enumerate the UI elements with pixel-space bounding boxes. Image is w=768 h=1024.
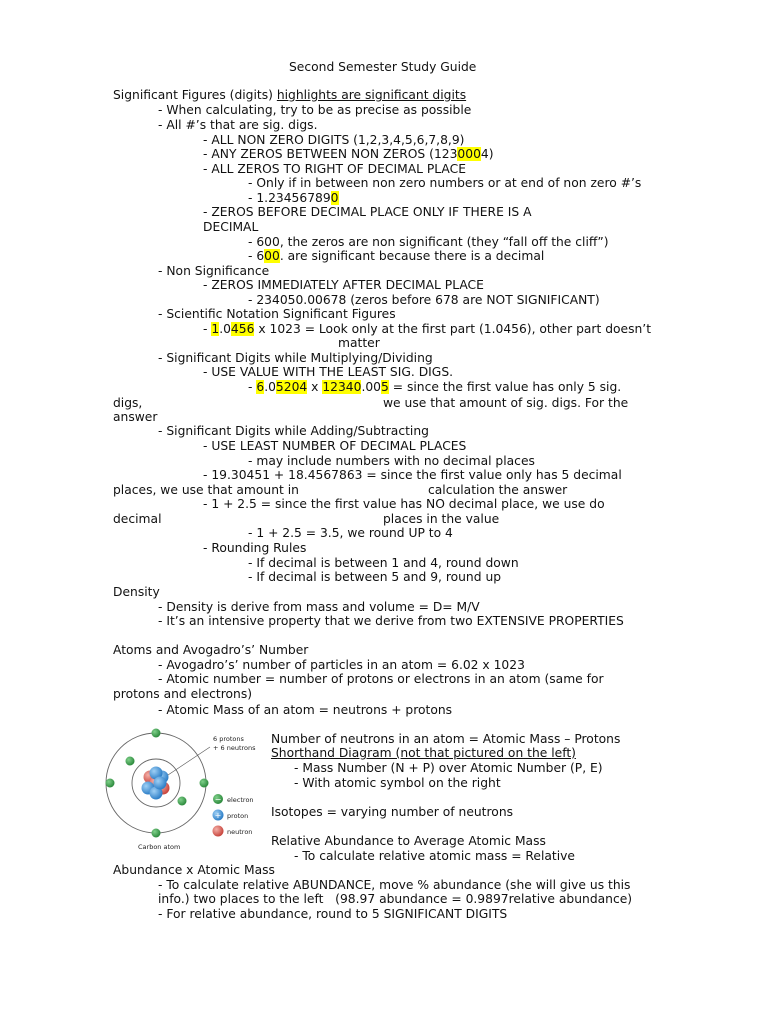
atoms-line: protons and electrons) <box>113 687 253 701</box>
atoms-line: - To calculate relative ABUNDANCE, move % abundance (she will give us this <box>158 878 631 892</box>
sigfig-line: decimal <box>113 512 162 526</box>
page-title: Second Semester Study Guide <box>289 60 477 74</box>
text-part: - ANY ZEROS BETWEEN NON ZEROS (123 <box>203 147 458 161</box>
sigfig-heading <box>113 88 466 102</box>
density-line: - It’s an intensive property that we derive from two EXTENSIVE PROPERTIES <box>158 614 624 628</box>
text-part: .0 <box>264 380 276 394</box>
sigfig-line: - 19.30451 + 18.4567863 = since the first value only has 5 decimal <box>203 468 622 482</box>
sigfig-line <box>248 191 339 205</box>
density-heading: Density <box>113 585 160 599</box>
legend-electron-label: electron <box>227 796 254 804</box>
sigfig-line: - Rounding Rules <box>203 541 307 555</box>
atoms-line: Number of neutrons in an atom = Atomic Mass – Protons <box>271 732 621 746</box>
legend-neutron-dot <box>213 826 224 837</box>
sigfig-line: - ZEROS BEFORE DECIMAL PLACE ONLY IF THERE IS A <box>203 205 532 219</box>
legend-proton-label: proton <box>227 812 249 820</box>
highlight: 5 <box>381 380 389 394</box>
text-part: 4) <box>480 147 494 161</box>
sigfig-line: calculation the answer <box>428 483 568 497</box>
text-part: x <box>307 380 323 394</box>
diagram-caption: Carbon atom <box>138 843 181 851</box>
sigfig-line: - USE LEAST NUMBER OF DECIMAL PLACES <box>203 439 467 453</box>
sigfig-line: - Only if in between non zero numbers or at end of non zero #’s <box>248 176 642 190</box>
sigfig-line: - 1 + 2.5 = since the first value has NO decimal place, we use do <box>203 497 605 511</box>
atoms-line: Relative Abundance to Average Atomic Mass <box>271 834 546 848</box>
carbon-atom-diagram <box>100 725 260 853</box>
proton-sign: + <box>214 811 222 820</box>
sigfig-line: places, we use that amount in <box>113 483 299 497</box>
sigfig-line: - Significant Digits while Multiplying/Dividing <box>158 351 433 365</box>
atoms-line: - To calculate relative atomic mass = Relative <box>294 849 575 863</box>
text-part: x 1023 = Look only at the first part (1.0456), other part doesn’t <box>254 322 652 336</box>
sigfig-line: - Scientific Notation Significant Figures <box>158 307 396 321</box>
sigfig-line <box>203 322 651 336</box>
sigfig-line: - 234050.00678 (zeros before 678 are NOT SIGNIFICANT) <box>248 293 600 307</box>
sigfig-line: - USE VALUE WITH THE LEAST SIG. DIGS. <box>203 365 454 379</box>
atoms-line: Abundance x Atomic Mass <box>113 863 275 877</box>
nucleus <box>142 767 170 800</box>
highlight: 456 <box>230 322 255 336</box>
atoms-line: Isotopes = varying number of neutrons <box>271 805 514 819</box>
sigfig-line: answer <box>113 410 158 424</box>
atoms-heading: Atoms and Avogadro’s’ Number <box>113 643 309 657</box>
text-part: - 1.23456789 <box>248 191 331 205</box>
atoms-line: - With atomic symbol on the right <box>294 776 501 790</box>
sigfig-line: digs, <box>113 396 143 410</box>
sigfig-heading-note: highlights are significant digits <box>276 88 467 102</box>
atoms-line: - Mass Number (N + P) over Atomic Number (P, E) <box>294 761 603 775</box>
highlight: 1 <box>211 322 220 336</box>
atoms-line: - Avogadro’s’ number of particles in an atom = 6.02 x 1023 <box>158 658 525 672</box>
text-part: - <box>248 380 257 394</box>
highlight: 000 <box>457 147 481 161</box>
protons-label: 6 protons <box>213 735 244 743</box>
highlight: 12340 <box>322 380 362 394</box>
sigfig-line: matter <box>338 336 380 350</box>
electron-sign: − <box>214 795 222 804</box>
sigfig-line: - 600, the zeros are non significant (they “fall off the cliff”) <box>248 235 609 249</box>
sigfig-line: - may include numbers with no decimal places <box>248 454 535 468</box>
neutrons-label: + 6 neutrons <box>213 744 256 752</box>
sigfig-line: we use that amount of sig. digs. For the <box>383 396 629 410</box>
sigfig-line: - ALL NON ZERO DIGITS (1,2,3,4,5,6,7,8,9) <box>203 133 465 147</box>
text-part: .00 <box>361 380 382 394</box>
sigfig-line: - All #’s that are sig. digs. <box>158 118 318 132</box>
text-part: - 6 <box>248 249 265 263</box>
sigfig-line: - If decimal is between 5 and 9, round up <box>248 570 502 584</box>
highlight: 00 <box>264 249 280 263</box>
atoms-line: - For relative abundance, round to 5 SIGNIFICANT DIGITS <box>158 907 508 921</box>
sigfig-line: DECIMAL <box>203 220 259 234</box>
atoms-line: info.) two places to the left (98.97 abundance = 0.9897relative abundance) <box>158 892 633 906</box>
text-part: = since the first value has only 5 sig. <box>388 380 622 394</box>
atoms-line: - Atomic number = number of protons or electrons in an atom (same for <box>158 672 604 686</box>
sigfig-line: - If decimal is between 1 and 4, round down <box>248 556 519 570</box>
sigfig-line: - 1 + 2.5 = 3.5, we round UP to 4 <box>248 526 453 540</box>
sigfig-line <box>248 380 621 394</box>
text-part: - <box>203 322 212 336</box>
density-line: - Density is derive from mass and volume = D= M/V <box>158 600 480 614</box>
shorthand-heading: Shorthand Diagram (not that pictured on the left) <box>271 746 576 760</box>
highlight: 5204 <box>275 380 308 394</box>
text-part: . are significant because there is a decimal <box>279 249 545 263</box>
legend-neutron-label: neutron <box>227 828 253 836</box>
atoms-line: - Atomic Mass of an atom = neutrons + protons <box>158 703 453 717</box>
sigfig-line: - When calculating, try to be as precise as possible <box>158 103 472 117</box>
sigfig-heading-text: Significant Figures (digits) <box>113 88 277 102</box>
sigfig-line: places in the value <box>383 512 500 526</box>
highlight: 0 <box>330 191 339 205</box>
highlight: 6 <box>256 380 265 394</box>
sigfig-line: - ZEROS IMMEDIATELY AFTER DECIMAL PLACE <box>203 278 484 292</box>
sigfig-line: - Significant Digits while Adding/Subtracting <box>158 424 429 438</box>
label-pointer <box>168 747 210 775</box>
sigfig-line <box>203 147 494 161</box>
text-part: .0 <box>219 322 231 336</box>
sigfig-line <box>248 249 544 263</box>
sigfig-line: - ALL ZEROS TO RIGHT OF DECIMAL PLACE <box>203 162 466 176</box>
sigfig-line: - Non Significance <box>158 264 270 278</box>
